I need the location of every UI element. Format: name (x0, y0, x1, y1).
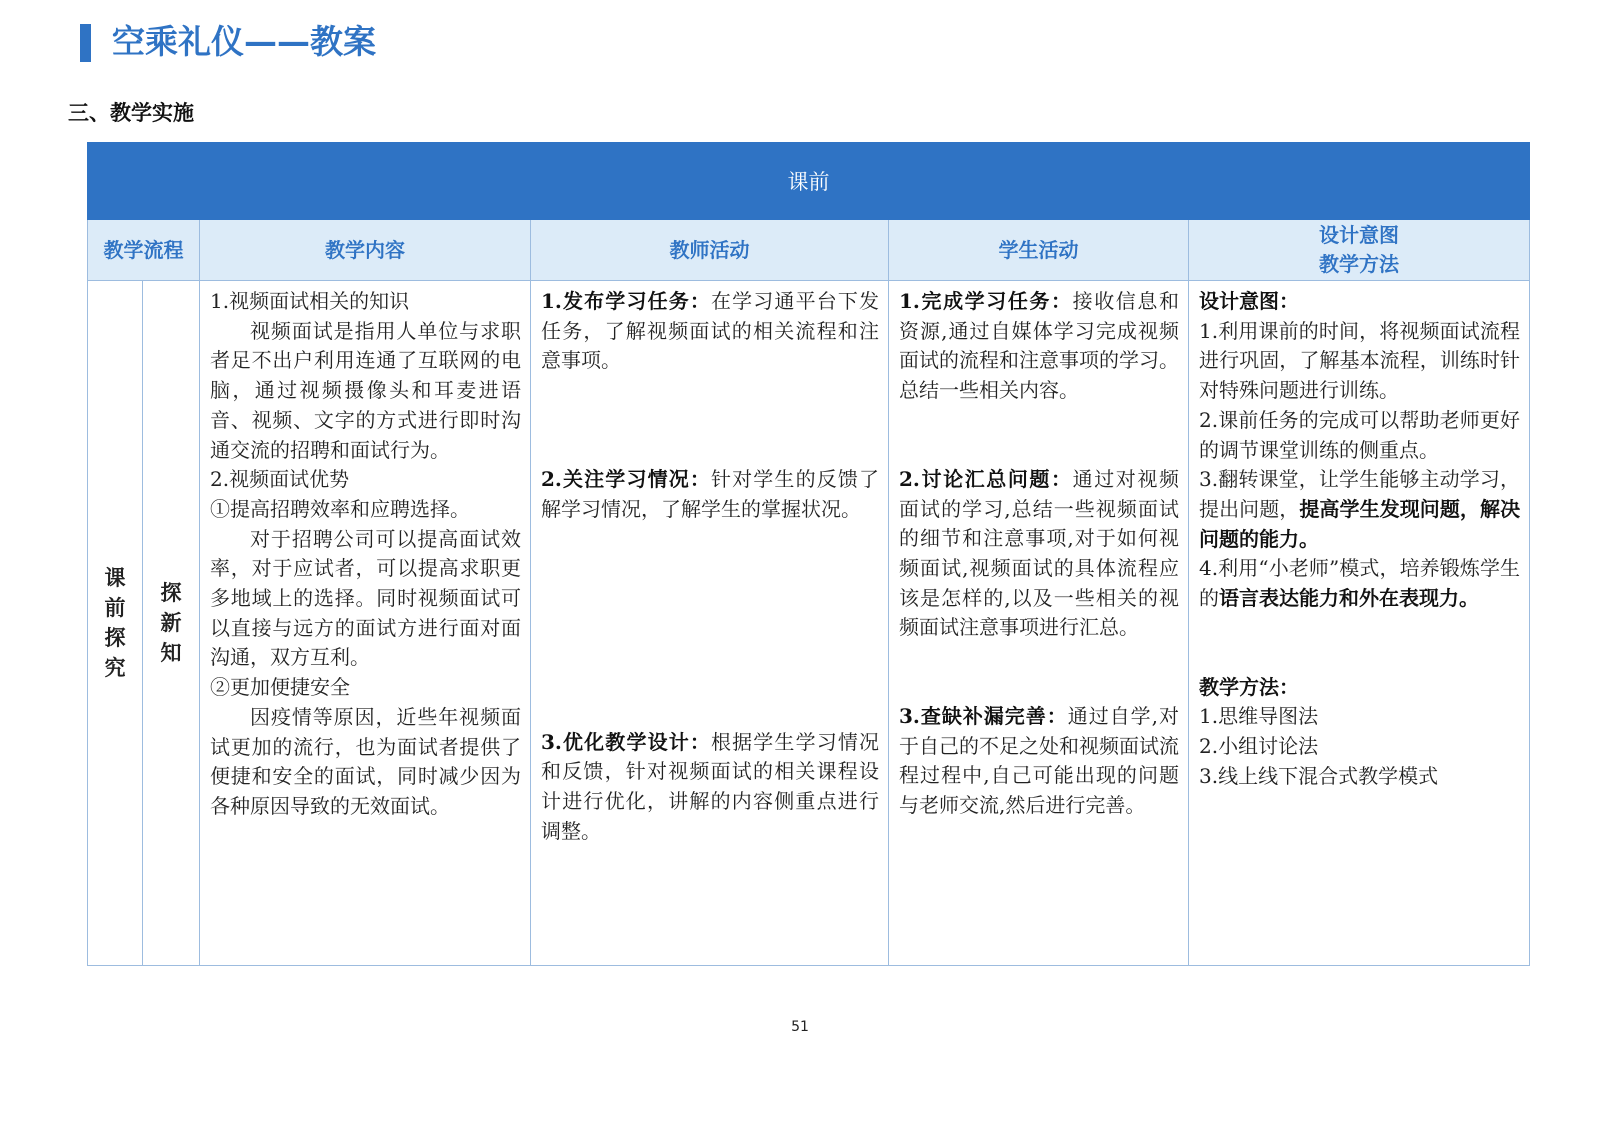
content-paragraph: 对于招聘公司可以提高面试效率，对于应试者，可以提高求职更多地域上的选择。同时视频面试可以直接与远方的面试方进行面对面沟通，双方互利。 (210, 526, 521, 670)
table-banner: 课前 (88, 143, 1530, 220)
intent-item-text: 3.翻转课堂，让学生能够主动学习，提出问题， (1199, 467, 1521, 521)
teacher-activity-label: 3.优化教学设计： (541, 729, 712, 754)
substage-char: 探 (160, 581, 182, 605)
intent-item-text: 4.利用“小老师”模式，培养锻炼学生的 (1199, 556, 1521, 611)
intent-label (1199, 287, 1520, 317)
page-title: 空乘礼仪——教案 (112, 22, 376, 61)
intent-item (1199, 465, 1520, 554)
intent-cell (1189, 281, 1530, 966)
teacher-activity (541, 728, 879, 847)
teacher-activity (541, 465, 879, 524)
method-item: 1.思维导图法 (1199, 704, 1319, 729)
stage-char: 前 (104, 596, 126, 620)
method-item: 2.小组讨论法 (1199, 734, 1319, 759)
teacher-activity-text: 针对学生的反馈了解学习情况，了解学生的掌握状况。 (541, 467, 879, 521)
teacher-activity-label: 1.发布学习任务： (541, 289, 712, 313)
content-subheading: ①提高招聘效率和应聘选择。 (210, 496, 470, 521)
content-heading: 2.视频面试优势 (210, 467, 350, 492)
header-intent-line2: 教学方法 (1319, 252, 1400, 276)
stage-char: 课 (104, 566, 126, 590)
header-intent-line1: 设计意图 (1319, 223, 1400, 247)
teacher-cell (531, 281, 889, 966)
content-cell (200, 281, 531, 966)
student-activity-text: 通过对视频面试的学习,总结一些视频面试的细节和注意事项,对于如何视频面试,视频面试的具体流程应该是怎样的,以及一些相关的视频面试注意事项进行汇总。 (899, 466, 1179, 640)
substage-cell (143, 281, 200, 966)
page-number: 51 (791, 1019, 809, 1035)
intent-item-emphasis: 语言表达能力和外在表现力。 (1219, 586, 1479, 611)
intent-label-text: 设计意图： (1199, 289, 1299, 313)
student-activity (899, 702, 1179, 821)
student-activity-label: 2.讨论汇总问题： (899, 466, 1073, 491)
header-intent (1189, 220, 1530, 281)
teacher-activity-label: 2.关注学习情况： (541, 467, 712, 492)
intent-item (1199, 554, 1520, 613)
header-student: 学生活动 (889, 220, 1189, 281)
header-content: 教学内容 (200, 220, 531, 281)
content-paragraph: 因疫情等原因，近些年视频面试更加的流行，也为面试者提供了便捷和安全的面试，同时减少因为各种原因导致的无效面试。 (210, 704, 521, 818)
content-heading: 1.视频面试相关的知识 (210, 289, 410, 313)
method-item: 3.线上线下混合式教学模式 (1199, 763, 1439, 788)
method-label (1199, 673, 1520, 703)
student-activity (899, 465, 1179, 643)
header-teacher: 教师活动 (531, 220, 889, 281)
intent-item-emphasis: 提高学生发现问题，解决问题的能力。 (1199, 496, 1521, 551)
student-cell (889, 281, 1189, 966)
student-activity-text: 接收信息和资源,通过自媒体学习完成视频面试的流程和注意事项的学习。总结一些相关内容。 (899, 289, 1179, 403)
method-label-text: 教学方法： (1199, 674, 1299, 699)
content-subheading: ②更加便捷安全 (210, 675, 350, 700)
student-activity (899, 287, 1179, 406)
content-paragraph: 视频面试是指用人单位与求职者足不出户利用连通了互联网的电脑，通过视频摄像头和耳麦进语音、视频、文字的方式进行即时沟通交流的招聘和面试行为。 (210, 318, 521, 462)
title-accent-bar (80, 24, 91, 62)
teacher-activity-text: 在学习通平台下发任务，了解视频面试的相关流程和注意事项。 (541, 289, 879, 373)
intent-item: 2.课前任务的完成可以帮助老师更好的调节课堂训练的侧重点。 (1199, 407, 1521, 462)
student-activity-text: 通过自学,对于自己的不足之处和视频面试流程过程中,自己可能出现的问题与老师交流,然后进行完善。 (899, 704, 1179, 818)
intent-item: 1.利用课前的时间，将视频面试流程进行巩固，了解基本流程，训练时针对特殊问题进行训练。 (1199, 318, 1521, 403)
stage-char: 究 (104, 656, 126, 680)
teacher-activity-text: 根据学生学习情况和反馈，针对视频面试的相关课程设计进行优化，讲解的内容侧重点进行调整。 (541, 729, 879, 843)
stage-char: 探 (104, 626, 126, 650)
section-heading: 三、教学实施 (68, 101, 194, 125)
student-activity-label: 1.完成学习任务： (899, 289, 1073, 313)
student-activity-label: 3.查缺补漏完善： (899, 704, 1068, 729)
teacher-activity (541, 287, 879, 376)
stage-cell (88, 281, 143, 966)
substage-char: 知 (160, 641, 182, 665)
substage-char: 新 (160, 611, 182, 635)
header-flow: 教学流程 (88, 220, 200, 281)
lesson-plan-table (87, 142, 1530, 966)
